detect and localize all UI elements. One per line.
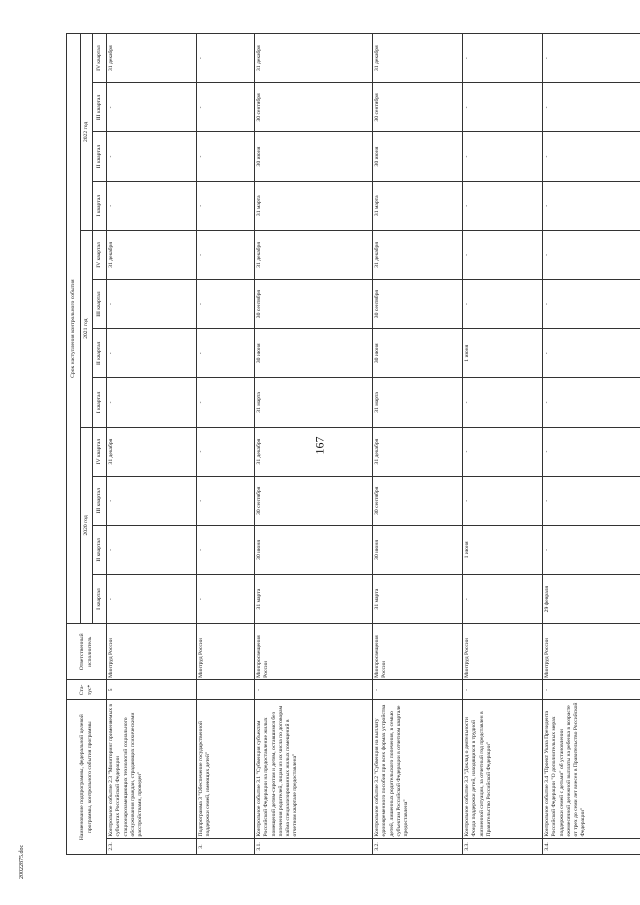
quarter-date-cell: - [197, 575, 255, 624]
row-status: 5 [107, 680, 197, 700]
quarter-date-cell: - [543, 476, 640, 525]
header-quarter: III квартал [93, 83, 107, 132]
page-number: 167 [312, 436, 327, 455]
quarter-date-cell: 1 июня [463, 329, 543, 378]
row-name: Контрольное событие 3.1 "Субвенция субъектам Российской Федерации на предоставление жилых помещений детям-сиротам и детям, оставшимся без попечения родителей, лицам из их числа по договорам найма специализированных жилых помещений в отчетном квартале предоставлена" [255, 700, 373, 839]
quarter-date-cell: - [107, 575, 197, 624]
row-name: Контрольное событие 3.4 "Проект Указа Президента Российской Федерации "О дополнительных мерах поддержки семей с детьми" об установлении ежемесячной денежной выплаты на ребенка в возрасте от трех до семи лет внесен в Правительство Российской Федерации" [543, 700, 640, 839]
quarter-date-cell: - [107, 476, 197, 525]
table-row [255, 34, 373, 855]
header-quarter: IV квартал [93, 230, 107, 279]
footer-filename: 20022875.doc [19, 844, 25, 879]
quarter-date-cell: - [463, 378, 543, 427]
table-body [107, 34, 640, 855]
quarter-date-cell: 31 декабря [255, 427, 373, 476]
quarter-date-cell: - [463, 132, 543, 181]
quarter-date-cell: - [197, 280, 255, 329]
quarter-date-cell: 30 июня [255, 525, 373, 574]
header-year-2021: 2021 год [81, 230, 93, 427]
quarter-date-cell: - [543, 132, 640, 181]
row-responsible: Минпросвещения России [255, 624, 373, 680]
quarter-date-cell: - [107, 132, 197, 181]
quarter-date-cell: - [107, 83, 197, 132]
row-responsible: Минтруд России [543, 624, 640, 680]
quarter-date-cell: 31 декабря [373, 230, 463, 279]
quarter-date-cell: - [197, 476, 255, 525]
row-responsible: Минтруд России [463, 624, 543, 680]
quarter-date-cell: 31 декабря [255, 34, 373, 83]
quarter-date-cell: - [107, 525, 197, 574]
quarter-date-cell: - [543, 83, 640, 132]
quarter-date-cell: 31 декабря [107, 34, 197, 83]
header-name: Наименование подпрограммы, федеральной целевой программы, контрольного события программы [67, 700, 107, 855]
quarter-date-cell: - [197, 83, 255, 132]
header-quarter: III квартал [93, 280, 107, 329]
quarter-date-cell: 31 марта [255, 575, 373, 624]
quarter-date-cell: 1 июня [463, 525, 543, 574]
quarter-date-cell: 30 июня [373, 132, 463, 181]
row-number: 3.2. [373, 838, 463, 854]
row-number: 2.3. [107, 838, 197, 854]
row-status: - [255, 680, 373, 700]
quarter-date-cell: - [543, 34, 640, 83]
quarter-date-cell: 30 сентября [373, 280, 463, 329]
quarter-date-cell: - [543, 329, 640, 378]
row-responsible: Минтруд России [197, 624, 255, 680]
quarter-date-cell: - [543, 378, 640, 427]
quarter-date-cell: - [197, 427, 255, 476]
quarter-date-cell: 30 июня [255, 132, 373, 181]
quarter-date-cell: - [463, 476, 543, 525]
quarter-date-cell: 31 декабря [255, 230, 373, 279]
control-events-table [66, 33, 640, 855]
quarter-date-cell: - [107, 280, 197, 329]
header-status: Ста-тус* [67, 680, 107, 700]
header-year-2022: 2022 год [81, 34, 93, 231]
row-number: 3.4. [543, 838, 640, 854]
quarter-date-cell: - [197, 525, 255, 574]
quarter-date-cell: 30 сентября [255, 280, 373, 329]
quarter-date-cell: - [197, 132, 255, 181]
row-responsible: Минтруд России [107, 624, 197, 680]
row-status [197, 680, 255, 700]
row-responsible: Минпросвещения России [373, 624, 463, 680]
quarter-date-cell: - [543, 230, 640, 279]
quarter-date-cell: - [463, 575, 543, 624]
header-quarter: II квартал [93, 329, 107, 378]
quarter-date-cell: - [463, 34, 543, 83]
quarter-date-cell: 29 февраля [543, 575, 640, 624]
header-quarter: I квартал [93, 378, 107, 427]
quarter-date-cell: - [197, 230, 255, 279]
header-quarter: III квартал [93, 476, 107, 525]
table-row [373, 34, 463, 855]
quarter-date-cell: - [107, 329, 197, 378]
header-quarter: IV квартал [93, 427, 107, 476]
table-row [197, 34, 255, 855]
quarter-date-cell: - [463, 181, 543, 230]
quarter-date-cell: - [463, 83, 543, 132]
row-number: 3.3. [463, 838, 543, 854]
quarter-date-cell: 31 декабря [107, 427, 197, 476]
quarter-date-cell: - [463, 280, 543, 329]
quarter-date-cell: 30 сентября [373, 476, 463, 525]
quarter-date-cell: - [463, 230, 543, 279]
quarter-date-cell: 31 марта [373, 575, 463, 624]
header-quarter: I квартал [93, 181, 107, 230]
header-term-group: Срок наступления контрольного события [67, 34, 81, 624]
row-name: Контрольное событие 2.3 "Мониторинг применяемых в субъектах Российской Федерации стационарозамещающих технологий социального обслуживания граждан, страдающих психическими расстройствами, проведен" [107, 700, 197, 839]
quarter-date-cell: 30 июня [373, 525, 463, 574]
quarter-date-cell: 30 июня [373, 329, 463, 378]
quarter-date-cell: - [463, 427, 543, 476]
quarter-date-cell: 31 марта [373, 181, 463, 230]
quarter-date-cell: 31 декабря [373, 34, 463, 83]
quarter-date-cell: - [197, 378, 255, 427]
table-row [543, 34, 640, 855]
row-name: Подпрограмма 3 "Обеспечение государственной поддержки семей, имеющих детей" [197, 700, 255, 839]
quarter-date-cell: - [197, 181, 255, 230]
quarter-date-cell: 31 декабря [373, 427, 463, 476]
quarter-date-cell: 30 июня [255, 329, 373, 378]
row-status: - [543, 680, 640, 700]
header-responsible: Ответственный исполнитель [67, 624, 107, 680]
table-row [463, 34, 543, 855]
quarter-date-cell: - [107, 378, 197, 427]
row-number: 3.1. [255, 838, 373, 854]
row-status: - [373, 680, 463, 700]
row-name: Контрольное событие 3.3 "Доклад о деятельности Фонда поддержки детей, находящихся в трудной жизненной ситуации, за отчетный год представлен в Правительство Российской Федерации" [463, 700, 543, 839]
quarter-date-cell: - [543, 280, 640, 329]
table-row [107, 34, 197, 855]
quarter-date-cell: - [543, 181, 640, 230]
quarter-date-cell: 31 марта [255, 378, 373, 427]
quarter-date-cell: - [543, 525, 640, 574]
quarter-date-cell: 30 сентября [373, 83, 463, 132]
header-quarter: II квартал [93, 525, 107, 574]
quarter-date-cell: 31 марта [373, 378, 463, 427]
header-quarter: I квартал [93, 575, 107, 624]
row-status: - [463, 680, 543, 700]
quarter-date-cell: 30 сентября [255, 476, 373, 525]
row-number: 3. [197, 838, 255, 854]
header-year-2020: 2020 год [81, 427, 93, 624]
quarter-date-cell: 30 сентября [255, 83, 373, 132]
rotated-table-stage [66, 33, 614, 855]
quarter-date-cell: 31 марта [255, 181, 373, 230]
header-quarter: IV квартал [93, 34, 107, 83]
quarter-date-cell: 31 декабря [107, 230, 197, 279]
row-name: Контрольное событие 3.2 "Субвенция на выплату единовременного пособия при всех формах устройства детей, лишенных родительского попечения, в семью субъектам Российской Федерации в отчетном квартале предоставлена" [373, 700, 463, 839]
quarter-date-cell: - [107, 181, 197, 230]
quarter-date-cell: - [543, 427, 640, 476]
quarter-date-cell: - [197, 329, 255, 378]
header-quarter: II квартал [93, 132, 107, 181]
quarter-date-cell: - [197, 34, 255, 83]
